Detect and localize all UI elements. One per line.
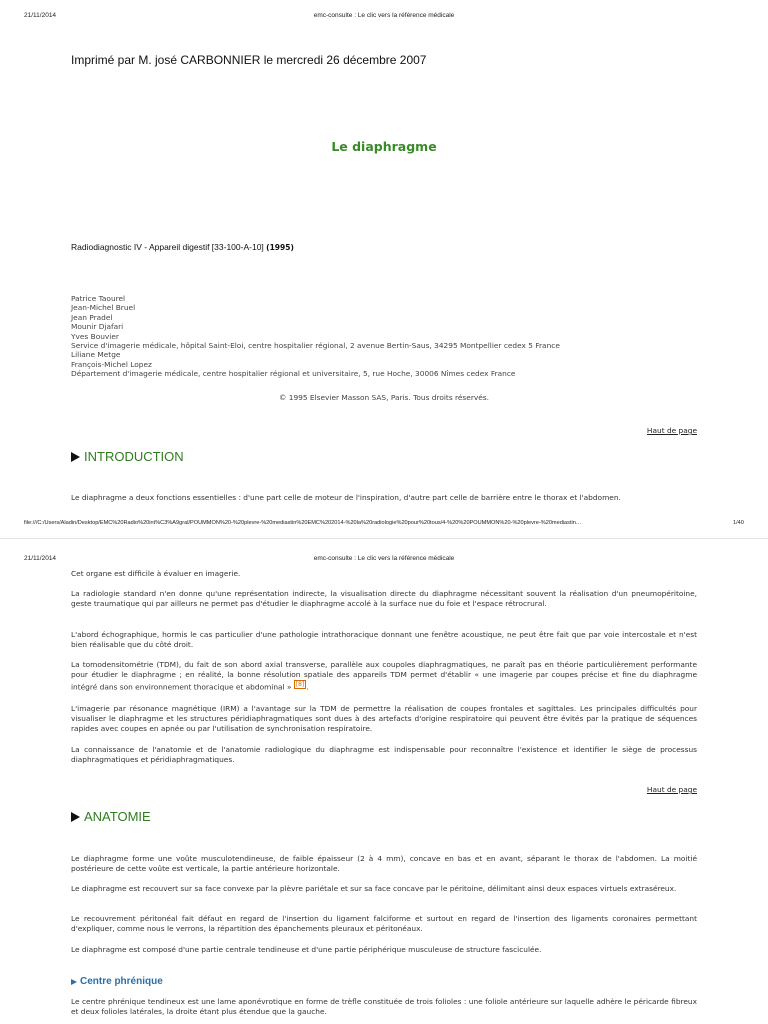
source-text: Radiodiagnostic IV - Appareil digestif [33-100-A-10] (71, 242, 264, 252)
author-line: Mounir Djafari (71, 322, 124, 332)
subsection-title: Centre phrénique (80, 976, 163, 987)
affiliation-line: Département d'imagerie médicale, centre hospitalier régional et universitaire, 5, rue Hoche, 30006 Nîmes cedex France (71, 369, 516, 379)
author-line: Jean Pradel (71, 312, 113, 322)
source-reference (71, 242, 294, 252)
copyright: © 1995 Elsevier Masson SAS, Paris. Tous droits réservés. (279, 393, 489, 402)
paragraph: La radiologie standard n'en donne qu'une représentation indirecte, la visualisation directe du diaphragme nécessitant souvent la réalisation d'un pneumopéritoine, geste traumatique qui par ailleurs ne permet pas d'étudier le diaphragme accolé à la surface nue du foie et l'espace rétrocrural. (71, 589, 697, 608)
page-separator (0, 538, 768, 539)
author-list (71, 294, 711, 379)
subsection-heading-centre-phrenique (71, 976, 163, 987)
page1-header-date: 21/11/2014 (24, 12, 57, 19)
paragraph: La connaissance de l'anatomie et de l'anatomie radiologique du diaphragme est indispensable pour reconnaître l'existence et identifier le siège de processus diaphragmatiques et péridiaphragmatiques. (71, 745, 697, 764)
citation-reference-link[interactable]: [8] (295, 681, 305, 688)
paragraph: Le recouvrement péritonéal fait défaut en regard de l'insertion du ligament falciforme et surtout en regard de l'insertion des ligaments coronaires permettant d'expliquer, comme nous le verrons, la répartition des épanchements pleuraux et péritonéaux. (71, 914, 697, 933)
page-title: Le diaphragme (331, 139, 437, 154)
paragraph: Le diaphragme est recouvert sur sa face convexe par la plèvre pariétale et sur sa face concave par le péritoine, délimitant ainsi deux espaces virtuels extraséreux. (71, 884, 677, 893)
paragraph: L'abord échographique, hormis le cas particulier d'une pathologie intrathoracique donnant une fenêtre acoustique, ne peut être fait que par voie intercostale et n'est bien réalisable que du côté droit. (71, 630, 697, 649)
page2-header-site: emc-consulte : Le clic vers la référence médicale (313, 555, 455, 562)
author-line: Jean-Michel Bruel (71, 303, 136, 313)
section-title: INTRODUCTION (84, 449, 184, 464)
author-line: Liliane Metge (71, 350, 121, 360)
back-to-top-link[interactable]: Haut de page (646, 785, 697, 794)
triangle-arrow-icon (71, 812, 80, 822)
paragraph: Cet organe est difficile à évaluer en imagerie. (71, 569, 241, 578)
author-line: Patrice Taourel (71, 294, 126, 303)
page1-header-site: emc-consulte : Le clic vers la référence médicale (313, 12, 455, 19)
paragraph (71, 660, 697, 692)
paragraph: Le diaphragme est composé d'une partie centrale tendineuse et d'une partie périphérique musculeuse de structure fasciculée. (71, 945, 542, 954)
section-heading-introduction (71, 449, 184, 464)
intro-paragraph: Le diaphragme a deux fonctions essentielles : d'une part celle de moteur de l'inspiration, d'autre part celle de barrière entre le thorax et l'abdomen. (71, 493, 621, 502)
paragraph-text: La tomodensitométrie (TDM), du fait de son abord axial transverse, parallèle aux coupoles diaphragmatiques, ne paraît pas en théorie particulièrement performante pour étudier le diaphragme ; en réalité, la bonne résolution spatiale des appareils TDM permet d'établir « une imagerie par coupes précise et fine du diaphragme intégré dans son environnement thoracique et abdominal » (71, 660, 697, 692)
footer-page-number: 1/40 (733, 520, 744, 526)
printed-by: Imprimé par M. josé CARBONNIER le mercredi 26 décembre 2007 (71, 53, 427, 67)
section-title: ANATOMIE (84, 809, 151, 824)
paragraph-end: . (306, 682, 309, 692)
page2-header-date: 21/11/2014 (24, 555, 57, 562)
small-arrow-icon (71, 979, 77, 985)
source-year: (1995) (266, 243, 294, 252)
triangle-arrow-icon (71, 452, 80, 462)
paragraph: Le centre phrénique tendineux est une lame aponévrotique en forme de trèfle constituée de trois folioles : une foliole antérieure sur laquelle adhère le péricarde fibreux et deux folioles latérales, la droite étant plus étendue que la gauche. (71, 997, 697, 1016)
section-heading-anatomie (71, 809, 151, 824)
footer-file-path: file:///C:/Users/Aladin/Desktop/EMC%20Radio%20int%C3%A9gral/POUMMON%20-%20plevre-%20mediastin%20EMC%202014-%20la%20radiologie%20pour%20tous/4-%20%20POUMMON%20-%20plevre-%20mediastin… (24, 520, 582, 526)
paragraph: L'imagerie par résonance magnétique (IRM) a l'avantage sur la TDM de permettre la réalisation de coupes frontales et sagittales. Les principales difficultés pour visualiser le diaphragme et les structures péridiaphragmatiques sont dues à des artefacts d'origine respiratoire qui peuvent être évités par la pratique de séquences rapides avec coupes en apnée ou par l'utilisation de synchronisation respiratoire. (71, 704, 697, 733)
author-line: François-Michel Lopez (71, 359, 152, 369)
back-to-top-link[interactable]: Haut de page (646, 426, 697, 435)
author-line: Yves Bouvier (71, 331, 119, 341)
paragraph: Le diaphragme forme une voûte musculotendineuse, de faible épaisseur (2 à 4 mm), concave en bas et en avant, séparant le thorax de l'abdomen. La moitié postérieure de cette voûte est verticale, la partie antérieure horizontale. (71, 854, 697, 873)
affiliation-line: Service d'imagerie médicale, hôpital Saint-Eloi, centre hospitalier régional, 2 avenue Bertin-Saus, 34295 Montpellier cedex 5 France (71, 341, 560, 351)
